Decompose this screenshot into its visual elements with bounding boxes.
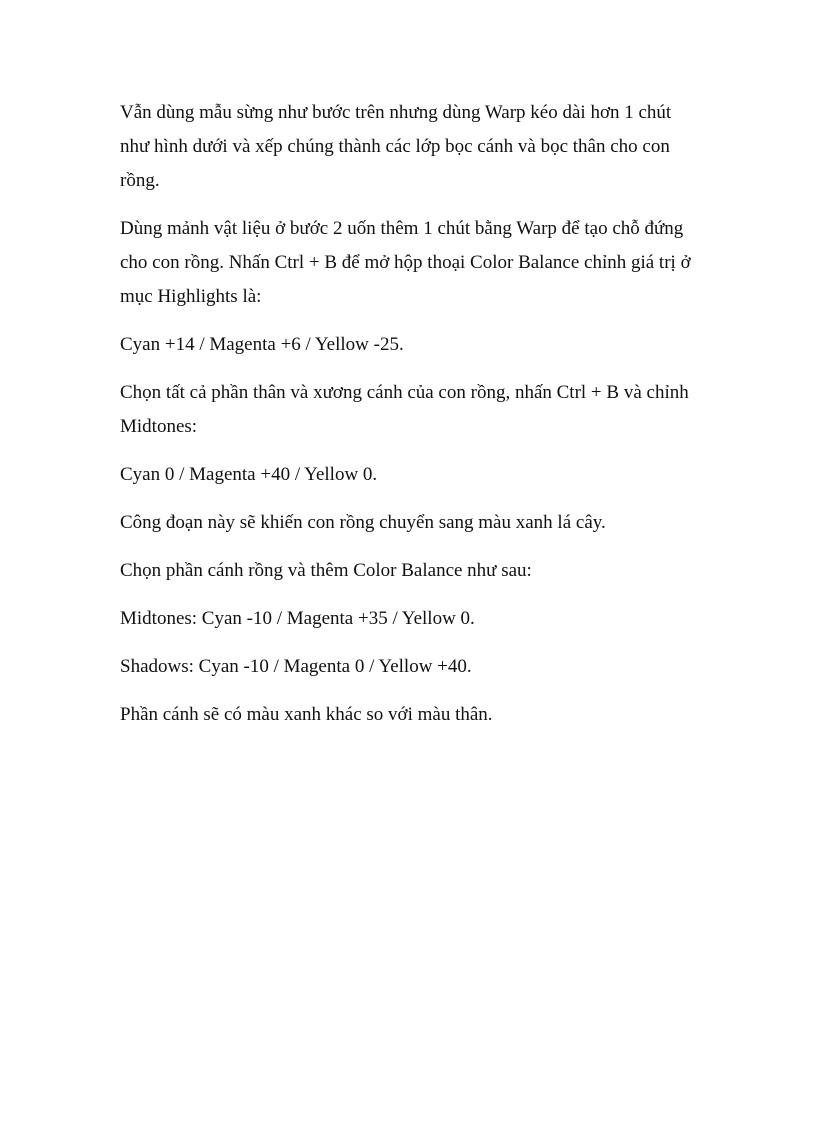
paragraph-wing-color-result: Phần cánh sẽ có màu xanh khác so với màu thân. (120, 704, 493, 725)
paragraph-wing-midtones: Midtones: Cyan -10 / Magenta +35 / Yellow 0. (120, 608, 475, 629)
paragraph-wing-shadows: Shadows: Cyan -10 / Magenta 0 / Yellow +40. (120, 656, 472, 677)
paragraph-stand-highlights: Dùng mảnh vật liệu ở bước 2 uốn thêm 1 chút bằng Warp để tạo chỗ đứng cho con rồng. Nhấn Ctrl + B để mở hộp thoại Color Balance chỉnh giá trị ở mục Highlights là: (120, 218, 691, 307)
paragraph-highlights-values: Cyan +14 / Magenta +6 / Yellow -25. (120, 334, 404, 355)
paragraph-midtones-values: Cyan 0 / Magenta +40 / Yellow 0. (120, 464, 378, 485)
document-body (120, 96, 700, 746)
paragraph-select-body-midtones: Chọn tất cả phần thân và xương cánh của con rồng, nhấn Ctrl + B và chỉnh Midtones: (120, 382, 689, 437)
paragraph-select-wings: Chọn phần cánh rồng và thêm Color Balance như sau: (120, 560, 532, 581)
paragraph-warp-wing-layers: Vẫn dùng mẫu sừng như bước trên nhưng dùng Warp kéo dài hơn 1 chút như hình dưới và xếp chúng thành các lớp bọc cánh và bọc thân cho con rồng. (120, 102, 672, 191)
paragraph-green-result: Công đoạn này sẽ khiến con rồng chuyển sang màu xanh lá cây. (120, 512, 606, 533)
